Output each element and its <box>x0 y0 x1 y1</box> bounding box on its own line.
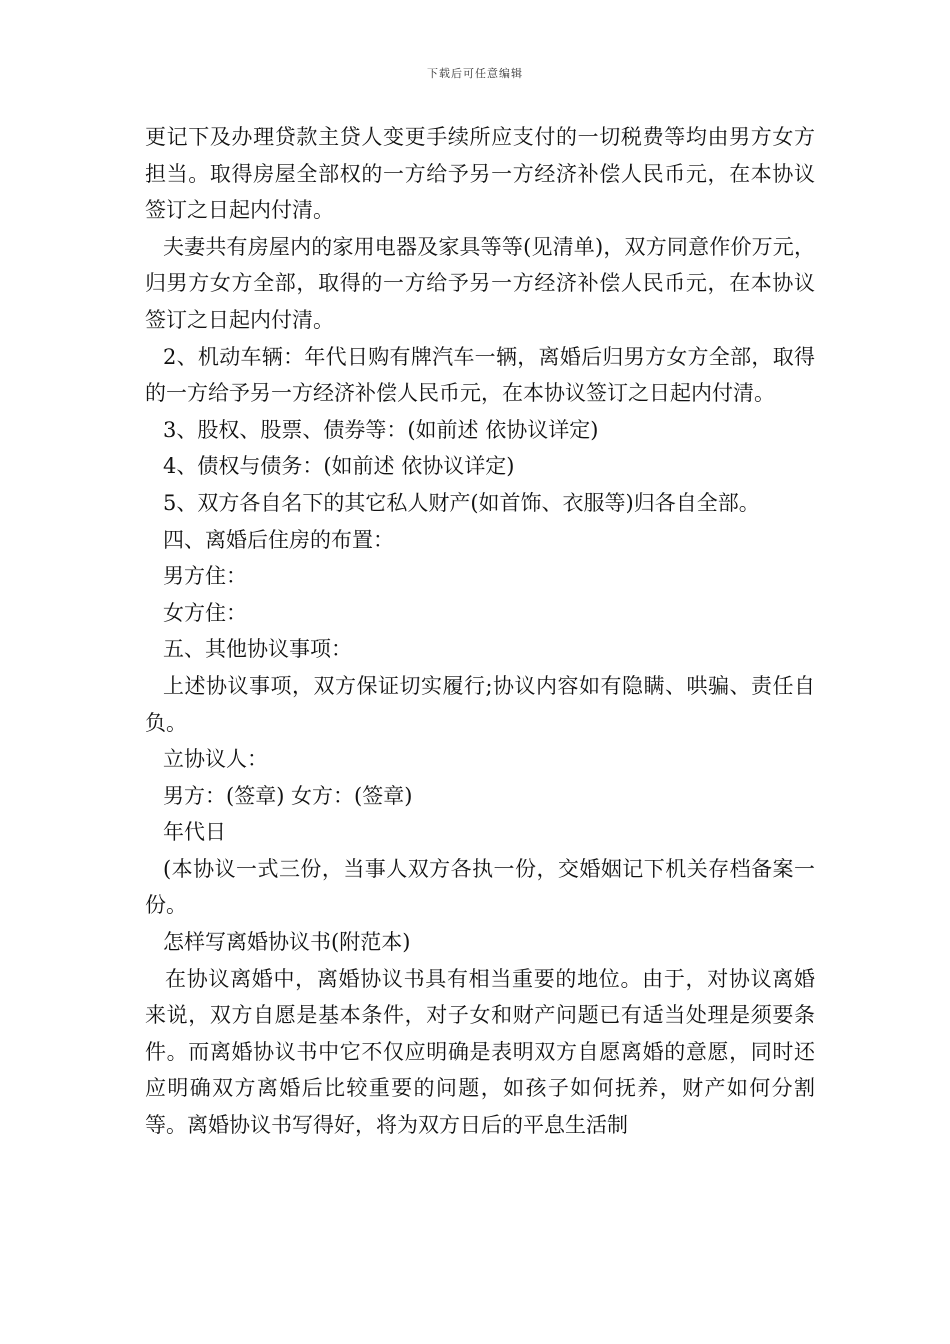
section-heading-housing: 四、离婚后住房的布置： <box>163 527 394 552</box>
paragraph-guarantee: 上述协议事项，双方保证切实履行;协议内容如有隐瞒、哄骗、责任自负。 <box>145 673 815 735</box>
page-header: 下载后可任意编辑 <box>427 67 523 80</box>
paragraph-1: 更记下及办理贷款主贷人变更手续所应支付的一切税费等均由男方女方担当。取得房屋全部权的一方给予另一方经济补偿人民币元，在本协议签订之日起内付清。 <box>145 125 815 223</box>
signature-line: 男方：(签章) 女方：(签章) <box>163 783 413 808</box>
paragraph-debts: 4、债权与债务：(如前述 依协议详定) <box>163 454 515 479</box>
section-heading-other: 五、其他协议事项： <box>163 637 352 662</box>
document-body <box>145 119 815 1144</box>
paragraph-intro: 在协议离婚中，离婚协议书具有相当重要的地位。由于，对协议离婚来说，双方自愿是基本条件，对子女和财产问题已有适当处理是须要条件。而离婚协议书中它不仅应明确是表明双方自愿离婚的意愿，同时还应明确双方离婚后比较重要的问题，如孩子如何抚养，财产如何分割等。离婚协议书写得好，将为双方日后的平息生活制 <box>145 966 815 1138</box>
paragraph-private-property: 5、双方各自名下的其它私人财产(如首饰、衣服等)归各自全部。 <box>163 490 760 515</box>
paragraph-vehicles: 2、机动车辆：年代日购有牌汽车一辆，离婚后归男方女方全部，取得的一方给予另一方经济补偿人民币元，在本协议签订之日起内付清。 <box>145 344 815 406</box>
signatories-label: 立协议人： <box>163 747 268 772</box>
section-title-how-to: 怎样写离婚协议书(附范本) <box>163 930 411 955</box>
date-line: 年代日 <box>163 820 226 845</box>
paragraph-2: 夫妻共有房屋内的家用电器及家具等等(见清单)，双方同意作价万元，归男方女方全部，取得的一方给予另一方经济补偿人民币元，在本协议签订之日起内付清。 <box>145 234 815 332</box>
housing-male: 男方住： <box>163 564 247 589</box>
paragraph-stocks: 3、股权、股票、债券等：(如前述 依协议详定) <box>163 417 599 442</box>
paragraph-copies: (本协议一式三份，当事人双方各执一份，交婚姻记下机关存档备案一份。 <box>145 856 815 918</box>
housing-female: 女方住： <box>163 600 247 625</box>
